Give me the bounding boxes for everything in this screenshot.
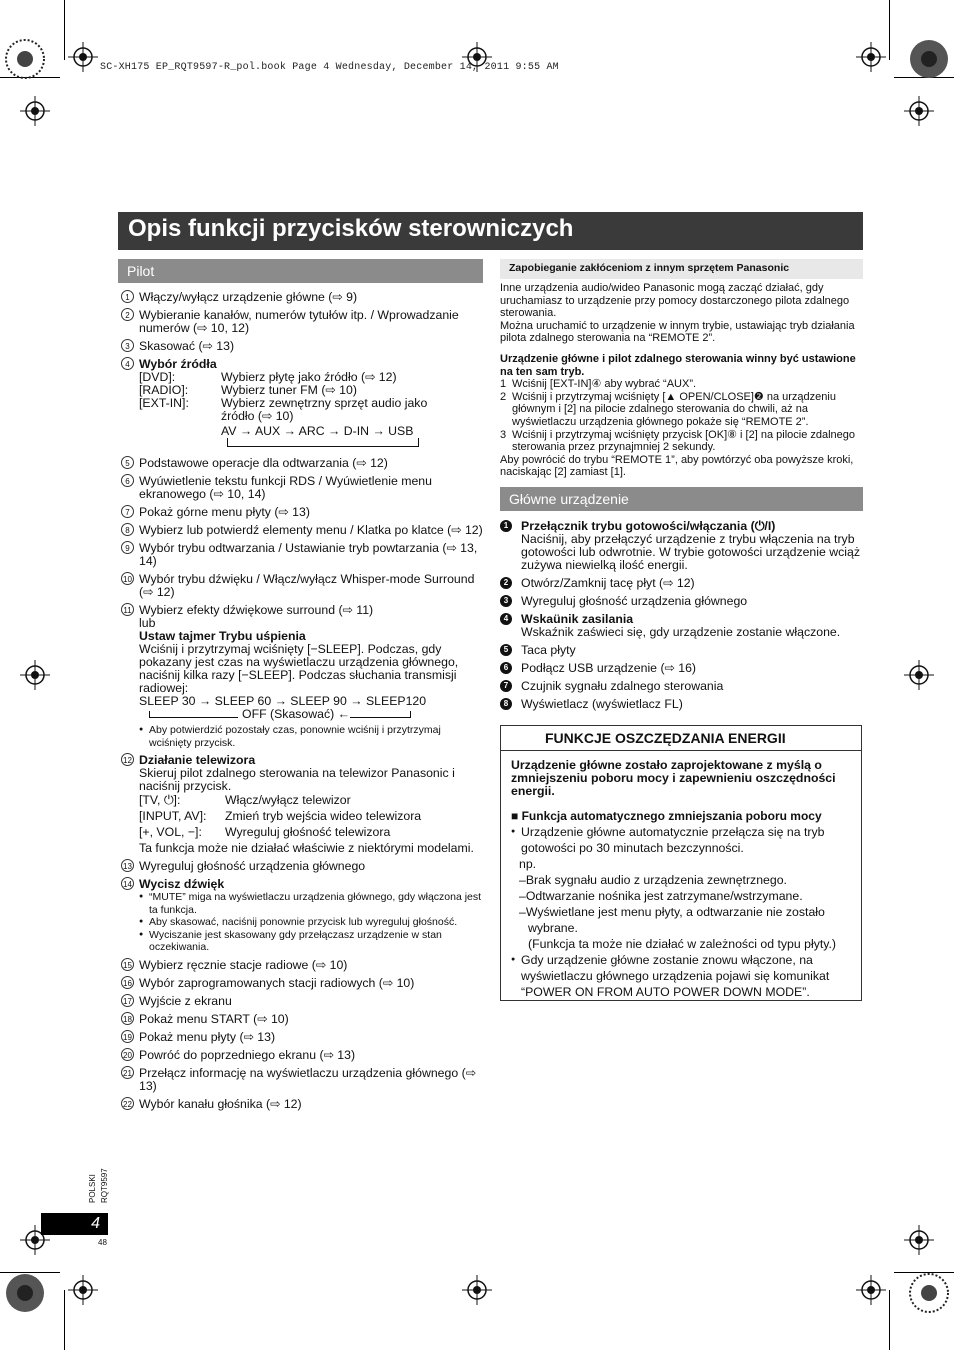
sleep-off-label: OFF (Skasować) ← xyxy=(242,707,350,721)
item-text: Podstawowe operacje dla odtwarzania (⇨ 12) xyxy=(139,456,388,470)
list-item xyxy=(500,698,862,711)
item-number: 5 xyxy=(121,456,134,469)
step-item xyxy=(500,429,862,454)
item-number: 12 xyxy=(121,753,134,766)
list-item xyxy=(121,1031,483,1044)
sleep-title: Ustaw tajmer Trybu uśpienia xyxy=(139,629,306,643)
list-item xyxy=(121,524,483,537)
item-number: 15 xyxy=(121,958,134,971)
eco-body: Urządzenie główne zostało zaprojektowane z myślą o zmniejszeniu poboru mocy i zapewnieniu oszczędności energii. ■ Funkcja automatycznego zmniejszania poboru mocy ● Urządzenie główne automatycznie przełącza się na tryb gotowości po 30 minutach bezczynności. np. –Brak sygnału audio z urządzenia zewnętrznego. –Odtwarzanie nośnika jest zatrzymane/wstrzymane. –Wyświetlane jest menu płyty, a odtwarzanie nie zostało wybrane. (Funkcja ta może nie działać w zależności od typu płyty.) ● Gdy urządzenie główne zostanie znowu włączone, na wyświetlaczu głównego urządzenia pojawi się komunikat “POWER ON FROM AUTO POWER DOWN MODE”. xyxy=(511,759,855,1000)
list-item xyxy=(121,542,483,568)
step-number: 1 xyxy=(500,378,507,391)
crosshair-icon xyxy=(904,96,934,126)
eco-dash-item: Wyświetlane jest menu płyty, a odtwarzanie nie zostało wybrane. xyxy=(525,905,825,935)
key-desc: Wybierz tuner FM (⇨ 10) xyxy=(221,383,357,397)
list-item xyxy=(121,309,483,335)
flow-loop-arrow xyxy=(350,711,411,718)
item-number: 22 xyxy=(121,1097,134,1110)
list-item xyxy=(500,662,862,675)
step-number: 2 xyxy=(500,390,507,403)
key-label: [DVD]: xyxy=(139,370,176,384)
surround-text: Wybierz efekty dźwiękowe surround (⇨ 11) xyxy=(139,603,374,617)
item-number: 4 xyxy=(500,613,512,625)
source-title: Wybór źródła xyxy=(139,357,217,371)
interference-bold: Urządzenie główne i pilot zdalnego sterowania winny być ustawione na ten sam tryb. xyxy=(500,352,856,378)
item-text: Wyúwietlenie tekstu funkcji RDS / Wyúwietlenie menu ekranowego (⇨ 10, 14) xyxy=(139,474,432,501)
interference-p3: Aby powrócić do trybu “REMOTE 1”, aby powtórzyć oba powyższe kroki, naciskając [2] zamiast [1]. xyxy=(500,453,854,479)
key-desc: Zmień tryb wejścia wideo telewizora xyxy=(225,809,422,823)
item-text: Wybór trybu odtwarzania / Ustawianie tryb powtarzania (⇨ 13, 14) xyxy=(139,541,478,568)
tv-note: Ta funkcja może nie działać właściwie z niektórymi modelami. xyxy=(139,841,474,855)
sleep-text: Wciśnij i przytrzymaj wciśnięty [−SLEEP]. Podczas, gdy pokazany jest czas na wyświetlaczu urządzenia głównego, naciśnij kilka razy [−SLEEP]. Podczas słuchania transmisji radiowej: xyxy=(139,642,459,695)
item-number: 7 xyxy=(500,680,512,692)
crosshair-icon xyxy=(904,1225,934,1255)
interference-bar xyxy=(500,259,863,279)
key-desc: Włącz/wyłącz telewizor xyxy=(225,793,351,807)
item-text: Czujnik sygnału zdalnego sterowania xyxy=(521,679,724,693)
item-number: 2 xyxy=(121,308,134,321)
tv-title: Działanie telewizora xyxy=(139,753,256,767)
sleep-flow-return xyxy=(149,708,483,721)
item-text: Pokaż menu płyty (⇨ 13) xyxy=(139,1029,276,1044)
pilot-heading: Pilot xyxy=(127,263,155,279)
list-item-mute xyxy=(121,878,483,954)
item-text: Taca płyty xyxy=(521,643,576,657)
item-text: Wyreguluj głośność urządzenia głównego xyxy=(521,594,748,608)
key-desc: Wyreguluj głośność telewizora xyxy=(225,825,391,839)
item-number: 21 xyxy=(121,1066,134,1079)
item-number: 19 xyxy=(121,1030,134,1043)
eco-dash-item: Brak sygnału audio z urządzenia zewnętrznego. xyxy=(525,873,787,887)
list-item xyxy=(121,457,483,470)
list-item xyxy=(121,977,483,990)
list-item xyxy=(121,340,483,353)
page-number-box xyxy=(41,1213,108,1235)
main-unit-heading: Główne urządzenie xyxy=(509,491,629,507)
item-text: Pokaż menu START (⇨ 10) xyxy=(139,1011,289,1026)
item-number: 6 xyxy=(121,474,134,487)
item-number: 7 xyxy=(121,505,134,518)
pilot-list xyxy=(121,291,483,1116)
step-item xyxy=(500,378,862,391)
list-item xyxy=(121,1098,483,1111)
item-number: 13 xyxy=(121,859,134,872)
list-item xyxy=(121,995,483,1008)
item-text: Wyjście z ekranu xyxy=(139,993,232,1008)
step-number: 3 xyxy=(500,428,507,441)
or-text: lub xyxy=(139,616,156,630)
mute-note: ● Aby skasować, naciśnij ponownie przycisk lub wyreguluj głośność. xyxy=(139,916,483,929)
item-text: Włączy/wyłącz urządzenie główne (⇨ 9) xyxy=(139,290,358,304)
standby-text: Naciśnij, aby przełączyć urządzenie z trybu włączenia na tryb gotowości lub odwrotnie. W trybie gotowości urządzenie wciąż zużywa niewielką ilość energii. xyxy=(521,532,861,572)
item-number: 4 xyxy=(121,357,134,370)
list-item xyxy=(121,475,483,501)
crosshair-icon xyxy=(68,42,98,72)
tv-text: Skieruj pilot zdalnego sterowania na telewizor Panasonic i naciśnij przycisk. xyxy=(139,766,455,793)
item-text: Pokaż górne menu płyty (⇨ 13) xyxy=(139,505,310,519)
step-text: Wciśnij i przytrzymaj wciśnięty przycisk [OK]⑧ i [2] na pilocie zdalnego sterowania przez przynajmniej 2 sekundy. xyxy=(512,428,856,454)
flow-loop-arrow xyxy=(227,438,419,447)
file-info-header: SC-XH175 EP_RQT9597-R_pol.book Page 4 Wednesday, December 14, 2011 9:55 AM xyxy=(100,62,559,73)
item-text: Powróć do poprzedniego ekranu (⇨ 13) xyxy=(139,1047,356,1062)
eco-sub: ■ Funkcja automatycznego zmniejszania poboru mocy xyxy=(511,809,822,823)
list-item xyxy=(121,506,483,519)
source-flow: AV → AUX → ARC → D-IN → USB xyxy=(221,424,414,438)
main-unit-list xyxy=(500,520,862,716)
item-text: Wybór trybu dźwięku / Włącz/wyłącz Whisper-mode Surround (⇨ 12) xyxy=(139,572,475,599)
mute-title: Wycisz dźwięk xyxy=(139,877,225,891)
item-text: Wybór kanału głośnika (⇨ 12) xyxy=(139,1096,302,1111)
list-item-surround xyxy=(121,604,483,749)
language-label: POLSKI xyxy=(88,1174,97,1203)
item-number: 5 xyxy=(500,644,512,656)
item-text: Wyświetlacz (wyświetlacz FL) xyxy=(521,697,683,711)
key-desc: Wybierz płytę jako źródło (⇨ 12) xyxy=(221,370,397,384)
page-title: Opis funkcji przycisków sterowniczych xyxy=(128,215,574,242)
item-text: Wybieranie kanałów, numerów tytułów itp. / Wprowadzanie numerów (⇨ 10, 12) xyxy=(139,308,459,335)
list-item xyxy=(121,1013,483,1026)
eco-dash-item: Odtwarzanie nośnika jest zatrzymane/wstrzymane. xyxy=(525,889,803,903)
list-item xyxy=(500,577,862,590)
interference-p1: Inne urządzenia audio/wideo Panasonic mogą zacząć działać, gdy uruchamiasz to urządzenie przy pomocy dostarczonego pilota zdalnego sterowania. xyxy=(500,282,850,320)
crosshair-icon xyxy=(20,96,50,126)
item-text: Wybierz lub potwierdź elementy menu / Klatka po klatce (⇨ 12) xyxy=(139,523,483,537)
pilot-section-bar xyxy=(118,259,483,283)
eco-box xyxy=(500,725,862,1001)
eco-bullet: ● Gdy urządzenie główne zostanie znowu włączone, na wyświetlaczu głównego urządzenia pojawi się komunikat “POWER ON FROM AUTO POWER DOWN MODE”. xyxy=(511,952,855,1000)
item-text: Skasować (⇨ 13) xyxy=(139,339,235,353)
item-number: 9 xyxy=(121,541,134,554)
list-item-source xyxy=(121,358,483,447)
list-item xyxy=(121,291,483,304)
model-code-label: RQT9597 xyxy=(100,1168,109,1203)
main-unit-section-bar xyxy=(500,487,863,511)
item-number: 1 xyxy=(121,290,134,303)
sub-page-number: 48 xyxy=(98,1238,107,1247)
step-item xyxy=(500,391,862,429)
registration-target-icon xyxy=(908,38,950,80)
flow-loop-arrow xyxy=(149,711,238,718)
item-number: 1 xyxy=(500,520,512,532)
page-title-bar xyxy=(118,212,863,250)
item-number: 6 xyxy=(500,662,512,674)
list-item xyxy=(500,644,862,657)
item-number: 3 xyxy=(500,595,512,607)
key-label: [RADIO]: xyxy=(139,383,189,397)
registration-target-icon xyxy=(4,1272,46,1314)
item-text: Otwórz/Zamknij tacę płyt (⇨ 12) xyxy=(521,576,695,590)
key-label: [TV, ⏻]: xyxy=(139,793,181,807)
step-text: Wciśnij [EXT-IN]④ aby wybrać “AUX”. xyxy=(512,378,697,391)
list-item-power-indicator xyxy=(500,613,862,639)
interference-heading: Zapobieganie zakłóceniom z innym sprzętem Panasonic xyxy=(509,262,790,274)
list-item-tv xyxy=(121,754,483,855)
eco-bullet: ● Urządzenie główne automatycznie przełącza się na tryb gotowości po 30 minutach bezczynności. xyxy=(511,824,855,856)
registration-target-icon xyxy=(908,1272,950,1314)
item-text: Wybierz ręcznie stacje radiowe (⇨ 10) xyxy=(139,957,348,972)
power-title: Wskaünik zasilania xyxy=(521,612,634,626)
list-item-standby xyxy=(500,520,862,572)
eco-header xyxy=(501,726,861,751)
eco-heading: FUNKCJE OSZCZĘDZANIA ENERGII xyxy=(545,730,786,746)
crosshair-icon xyxy=(856,42,886,72)
item-number: 20 xyxy=(121,1048,134,1061)
standby-title: Przełącznik trybu gotowości/włączania (⏻/I) xyxy=(521,519,776,533)
item-text: Wyreguluj głośność urządzenia głównego xyxy=(139,859,366,873)
item-number: 2 xyxy=(500,577,512,589)
power-text: Wskaźnik zaświeci się, gdy urządzenie zostanie włączone. xyxy=(521,625,841,639)
item-number: 14 xyxy=(121,877,134,890)
item-number: 16 xyxy=(121,976,134,989)
mute-note: ● Wyciszanie jest skasowany gdy przełączasz urządzenie w stan oczekiwania. xyxy=(139,929,483,954)
eco-paren: (Funkcja ta może nie działać w zależności od typu płyty.) xyxy=(528,937,837,951)
key-label: [+, VOL, −]: xyxy=(139,825,202,839)
sleep-note: ● Aby potwierdzić pozostały czas, ponownie wciśnij i przytrzymaj wciśnięty przycisk. xyxy=(139,724,483,749)
key-label: [INPUT, AV]: xyxy=(139,809,207,823)
list-item xyxy=(500,680,862,693)
crosshair-icon xyxy=(68,1275,98,1305)
list-item xyxy=(121,1049,483,1062)
list-item xyxy=(500,595,862,608)
item-number: 11 xyxy=(121,603,134,616)
interference-body xyxy=(500,282,862,479)
item-text: Wybór zaprogramowanych stacji radiowych (⇨ 10) xyxy=(139,975,415,990)
list-item xyxy=(121,1067,483,1093)
item-number: 8 xyxy=(500,698,512,710)
page-number: 4 xyxy=(91,1215,100,1232)
step-text: Wciśnij i przytrzymaj wciśnięty [▲ OPEN/CLOSE]❷ na urządzeniu głównym i [2] na pilocie zdalnego sterowania do chwili, aż na wyświetlaczu urządzenia głównego pokaże się “REMOTE 2”. xyxy=(512,390,836,428)
item-number: 3 xyxy=(121,339,134,352)
item-number: 8 xyxy=(121,523,134,536)
list-item-volume xyxy=(121,860,483,873)
item-number: 10 xyxy=(121,572,134,585)
eco-np: np. xyxy=(519,857,537,871)
list-item xyxy=(121,959,483,972)
key-desc: Wybierz zewnętrzny sprzęt audio jako źródło (⇨ 10) xyxy=(221,396,428,423)
item-number: 18 xyxy=(121,1012,134,1025)
registration-target-icon xyxy=(4,38,46,80)
list-item xyxy=(121,573,483,599)
crosshair-icon xyxy=(20,660,50,690)
crosshair-icon xyxy=(856,1275,886,1305)
crosshair-icon xyxy=(462,1275,492,1305)
item-text: Przełącz informację na wyświetlaczu urządzenia głównego (⇨ 13) xyxy=(139,1065,477,1093)
key-label: [EXT-IN]: xyxy=(139,396,189,410)
item-text: Podłącz USB urządzenie (⇨ 16) xyxy=(521,661,697,675)
item-number: 17 xyxy=(121,994,134,1007)
sleep-flow: SLEEP 30 → SLEEP 60 → SLEEP 90 → SLEEP120 xyxy=(139,694,427,708)
interference-p2: Można uruchamić to urządzenie w innym trybie, ustawiając tryb działania pilota zdalnego sterowania na “REMOTE 2”. xyxy=(500,319,855,345)
crosshair-icon xyxy=(904,660,934,690)
mute-note: ● “MUTE” miga na wyświetlaczu urządzenia głównego, gdy włączona jest ta funkcja. xyxy=(139,891,483,916)
eco-intro: Urządzenie główne zostało zaprojektowane z myślą o zmniejszeniu poboru mocy i zapewnieniu oszczędności energii. xyxy=(511,758,836,798)
